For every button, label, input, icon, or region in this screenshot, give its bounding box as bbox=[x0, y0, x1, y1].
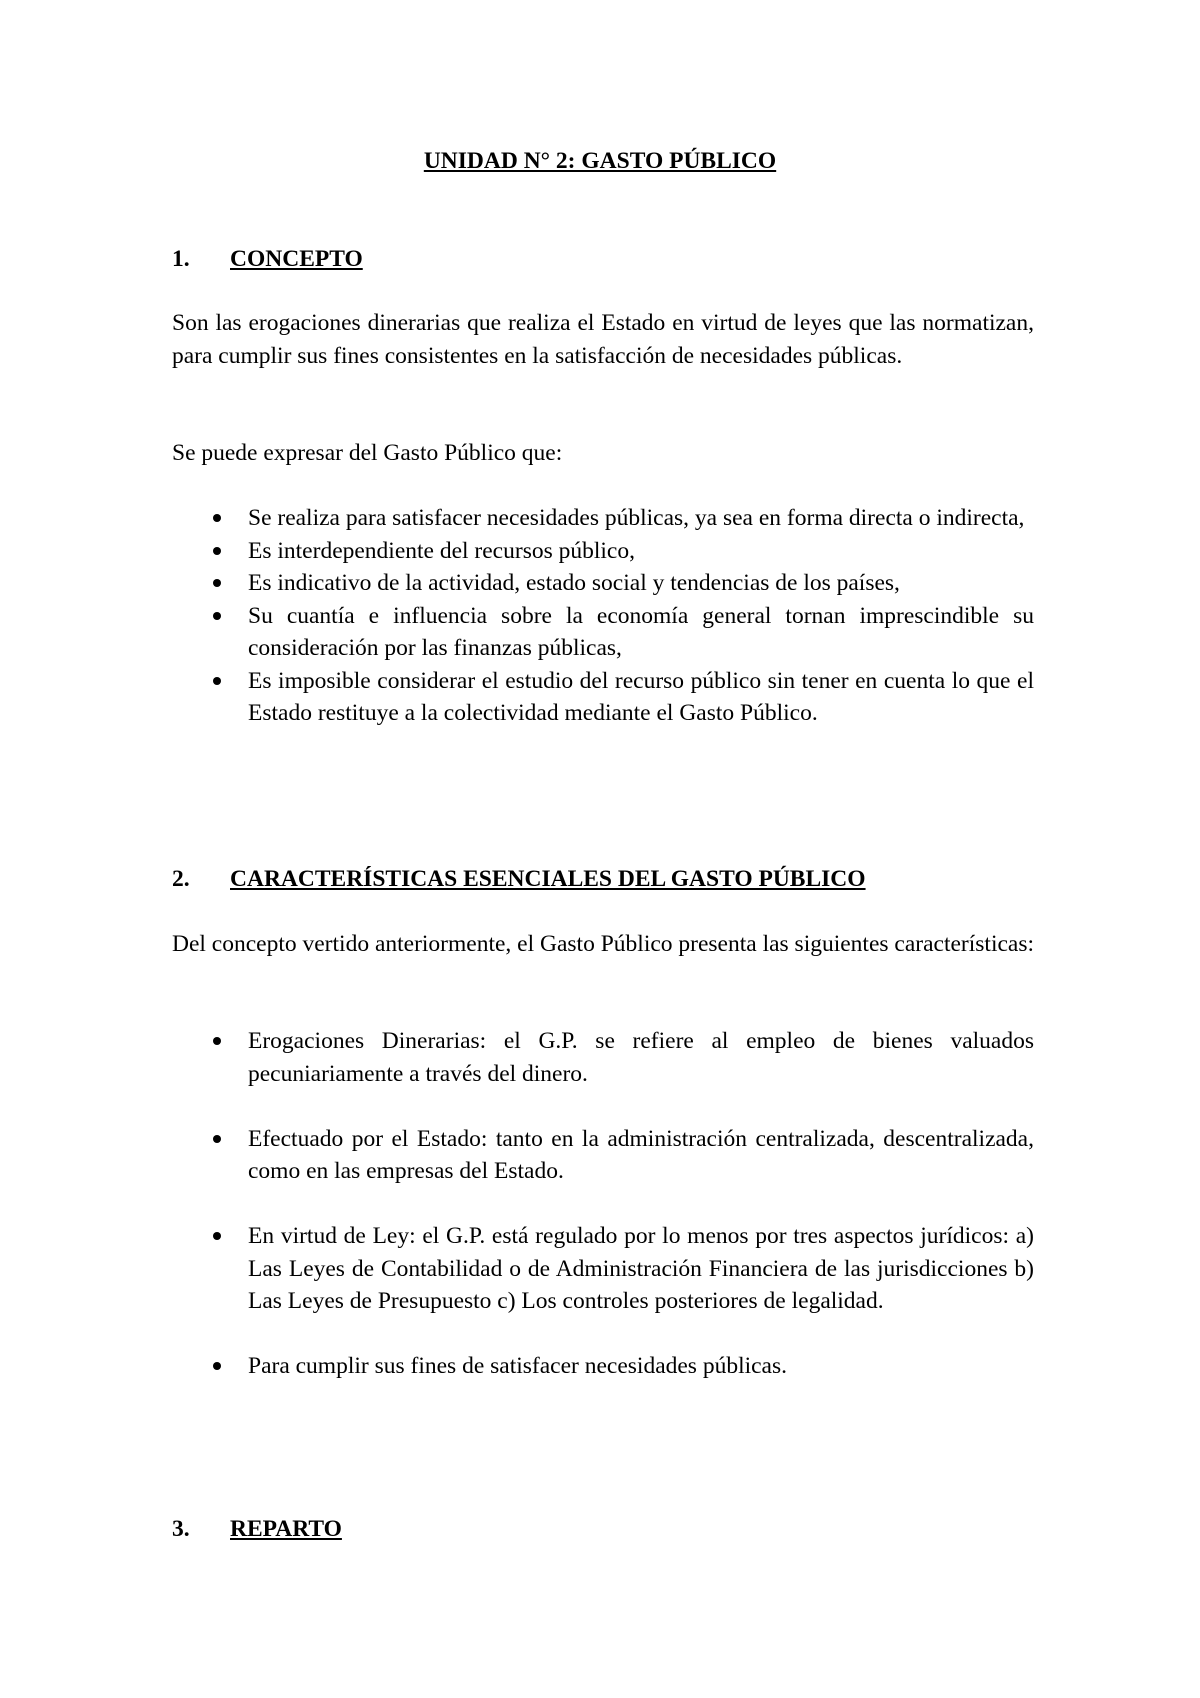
list-item bbox=[172, 665, 1034, 730]
concepto-paragraph: Son las erogaciones dinerarias que realiza el Estado en virtud de leyes que las normatizan, para cumplir sus fines consistentes en la satisfacción de necesidades públicas. bbox=[172, 310, 1034, 369]
list-item bbox=[172, 1220, 1034, 1318]
list-item-text: Para cumplir sus fines de satisfacer necesidades públicas. bbox=[248, 1353, 788, 1379]
list-item-text: Efectuado por el Estado: tanto en la administración centralizada, descentralizada, como en las empresas del Estado. bbox=[248, 1125, 1034, 1184]
gasto-intro-paragraph: Se puede expresar del Gasto Público que: bbox=[172, 440, 563, 466]
list-item bbox=[172, 567, 1034, 600]
caracteristicas-list bbox=[172, 1025, 1034, 1383]
bullet-icon bbox=[213, 1135, 221, 1143]
section-title: REPARTO bbox=[230, 1516, 342, 1542]
section-heading-reparto bbox=[172, 1513, 342, 1546]
list-item-text: Es indicativo de la actividad, estado social y tendencias de los países, bbox=[248, 570, 900, 596]
gasto-traits-list bbox=[172, 502, 1034, 730]
list-item bbox=[172, 1025, 1034, 1090]
list-item bbox=[172, 1123, 1034, 1188]
list-item-text: Su cuantía e influencia sobre la economía general tornan imprescindible su consideración por las finanzas públicas, bbox=[248, 602, 1034, 661]
list-item-text: Se realiza para satisfacer necesidades públicas, ya sea en forma directa o indirecta, bbox=[248, 505, 1025, 531]
section-title: CARACTERÍSTICAS ESENCIALES DEL GASTO PÚBLICO bbox=[230, 866, 866, 892]
document-title: UNIDAD N° 2: GASTO PÚBLICO bbox=[423, 148, 777, 174]
section-heading-caracteristicas bbox=[172, 863, 866, 896]
list-item-text: Erogaciones Dinerarias: el G.P. se refiere al empleo de bienes valuados pecuniariamente a través del dinero. bbox=[248, 1028, 1034, 1087]
list-item bbox=[172, 502, 1034, 535]
list-item-text: Es interdependiente del recursos público, bbox=[248, 537, 635, 564]
list-item-text: En virtud de Ley: el G.P. está regulado por lo menos por tres aspectos jurídicos: a) Las Leyes de Contabilidad o de Administración Financiera de las jurisdicciones b) Las Leyes de Presupuesto c) Los controles posteriores de legalidad. bbox=[248, 1223, 1034, 1314]
section-heading-concepto bbox=[172, 243, 363, 276]
bullet-icon bbox=[213, 1232, 221, 1240]
section-title: CONCEPTO bbox=[230, 246, 363, 272]
list-item bbox=[172, 1350, 1034, 1383]
list-item bbox=[172, 600, 1034, 665]
bullet-icon bbox=[213, 579, 221, 587]
bullet-icon bbox=[213, 612, 221, 620]
bullet-icon bbox=[213, 1362, 221, 1370]
bullet-icon bbox=[213, 1037, 221, 1045]
caracteristicas-intro-paragraph: Del concepto vertido anteriormente, el Gasto Público presenta las siguientes características: bbox=[172, 931, 1035, 957]
bullet-icon bbox=[213, 547, 221, 555]
list-item bbox=[172, 535, 1034, 568]
section-number: 2. bbox=[172, 866, 190, 892]
list-item-text: Es imposible considerar el estudio del recurso público sin tener en cuenta lo que el Estado restituye a la colectividad mediante el Gasto Público. bbox=[248, 667, 1034, 726]
bullet-icon bbox=[213, 677, 221, 685]
bullet-icon bbox=[213, 514, 221, 522]
section-number: 3. bbox=[172, 1516, 190, 1542]
section-number: 1. bbox=[172, 246, 190, 272]
